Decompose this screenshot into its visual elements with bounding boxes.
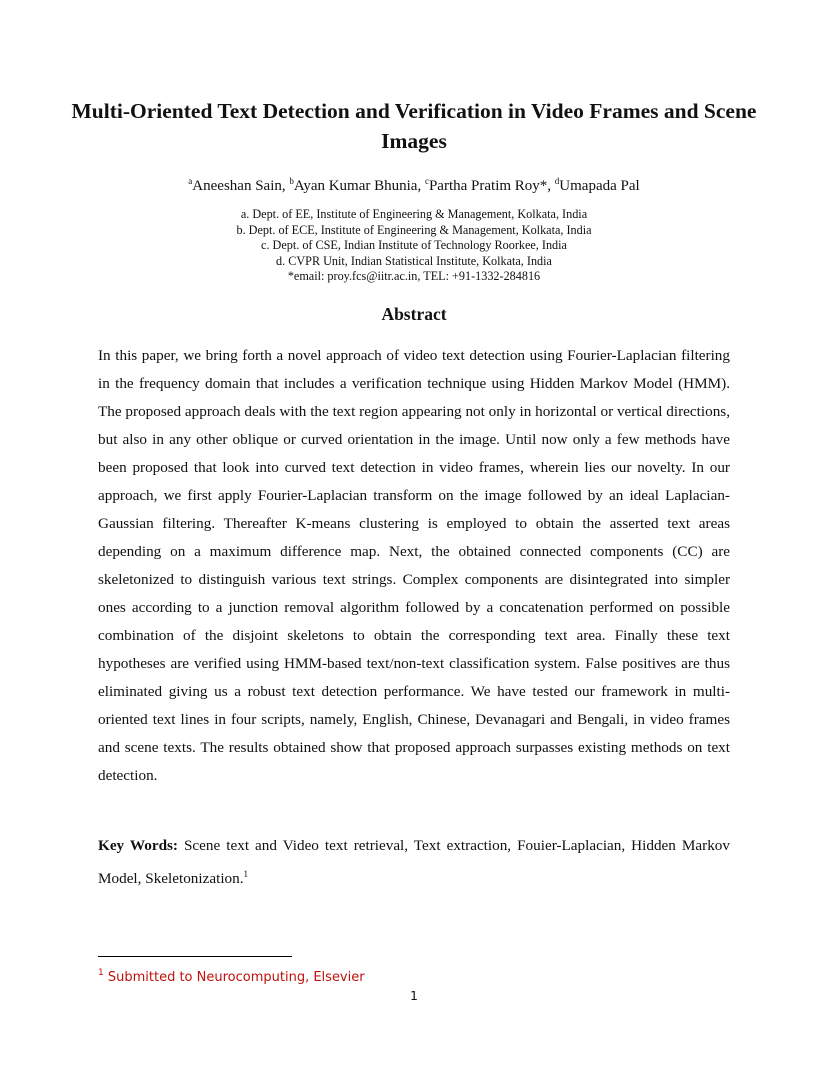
author-item	[555, 178, 640, 194]
footnote-divider	[98, 956, 292, 957]
footnote	[98, 963, 365, 988]
author-superscript: d	[554, 176, 560, 186]
paper-title: Multi-Oriented Text Detection and Verification in Video Frames and Scene Images	[71, 99, 757, 153]
author-superscript: c	[424, 176, 429, 186]
affiliation-line: c. Dept. of CSE, Indian Institute of Technology Roorkee, India	[261, 238, 567, 252]
footnote-mark: 1	[98, 968, 104, 978]
affiliation-line: a. Dept. of EE, Institute of Engineering & Management, Kolkata, India	[240, 207, 588, 221]
abstract-paragraph: In this paper, we bring forth a novel approach of video text detection using Fourier-Laplacian filtering in the frequency domain that includes a verification technique using Hidden Markov Model (HMM). The proposed approach deals with the text region appearing not only in horizontal or vertical directions, but also in any other oblique or curved orientation in the image. Until now only a few methods have been proposed that look into curved text detection in video frames, wherein lies our novelty. In our approach, we first apply Fourier-Laplacian transform on the image followed by an ideal Laplacian-Gaussian filtering. Thereafter K-means clustering is employed to obtain the asserted text areas depending on a maximum difference map. Next, the obtained connected components (CC) are skeletonized to distinguish various text strings. Complex components are disintegrated into simpler ones according to a junction removal algorithm followed by a concatenation performed on possible combination of the disjoint skeletons to obtain the corresponding text area. Finally these text hypotheses are verified using HMM-based text/non-text classification system. False positives are thus eliminated giving us a robust text detection performance. We have tested our framework in multi-oriented text lines in four scripts, namely, English, Chinese, Devanagari and Bengali, in video frames and scene texts. The results obtained show that proposed approach surpasses existing methods on text detection.	[98, 347, 730, 784]
author-item	[425, 178, 555, 194]
author-item	[289, 178, 425, 194]
keywords-paragraph	[98, 832, 730, 893]
author-name: Umapada Pal	[559, 178, 640, 194]
abstract-heading: Abstract	[381, 304, 447, 324]
author-name: Ayan Kumar Bhunia,	[293, 178, 425, 194]
page-number: 1	[410, 988, 418, 1003]
contact-email-line: *email: proy.fcs@iitr.ac.in, TEL: +91-1332-284816	[287, 269, 541, 283]
keywords-text: Scene text and Video text retrieval, Text extraction, Fouier-Laplacian, Hidden Markov Model, Skeletonization.	[98, 837, 730, 887]
author-superscript: b	[289, 176, 294, 186]
author-list	[60, 171, 768, 196]
author-superscript: a	[188, 176, 193, 186]
affiliation-line: b. Dept. of ECE, Institute of Engineering & Management, Kolkata, India	[236, 222, 592, 237]
author-name: Partha Pratim Roy*,	[428, 178, 555, 194]
affiliation-list	[60, 207, 768, 285]
author-item	[188, 178, 289, 194]
keywords-label: Key Words:	[98, 837, 178, 854]
affiliation-line: d. CVPR Unit, Indian Statistical Institute, Kolkata, India	[276, 253, 552, 268]
footnote-reference: 1	[243, 869, 249, 879]
author-name: Aneeshan Sain,	[192, 178, 290, 194]
footnote-text: Submitted to Neurocomputing, Elsevier	[103, 970, 365, 985]
